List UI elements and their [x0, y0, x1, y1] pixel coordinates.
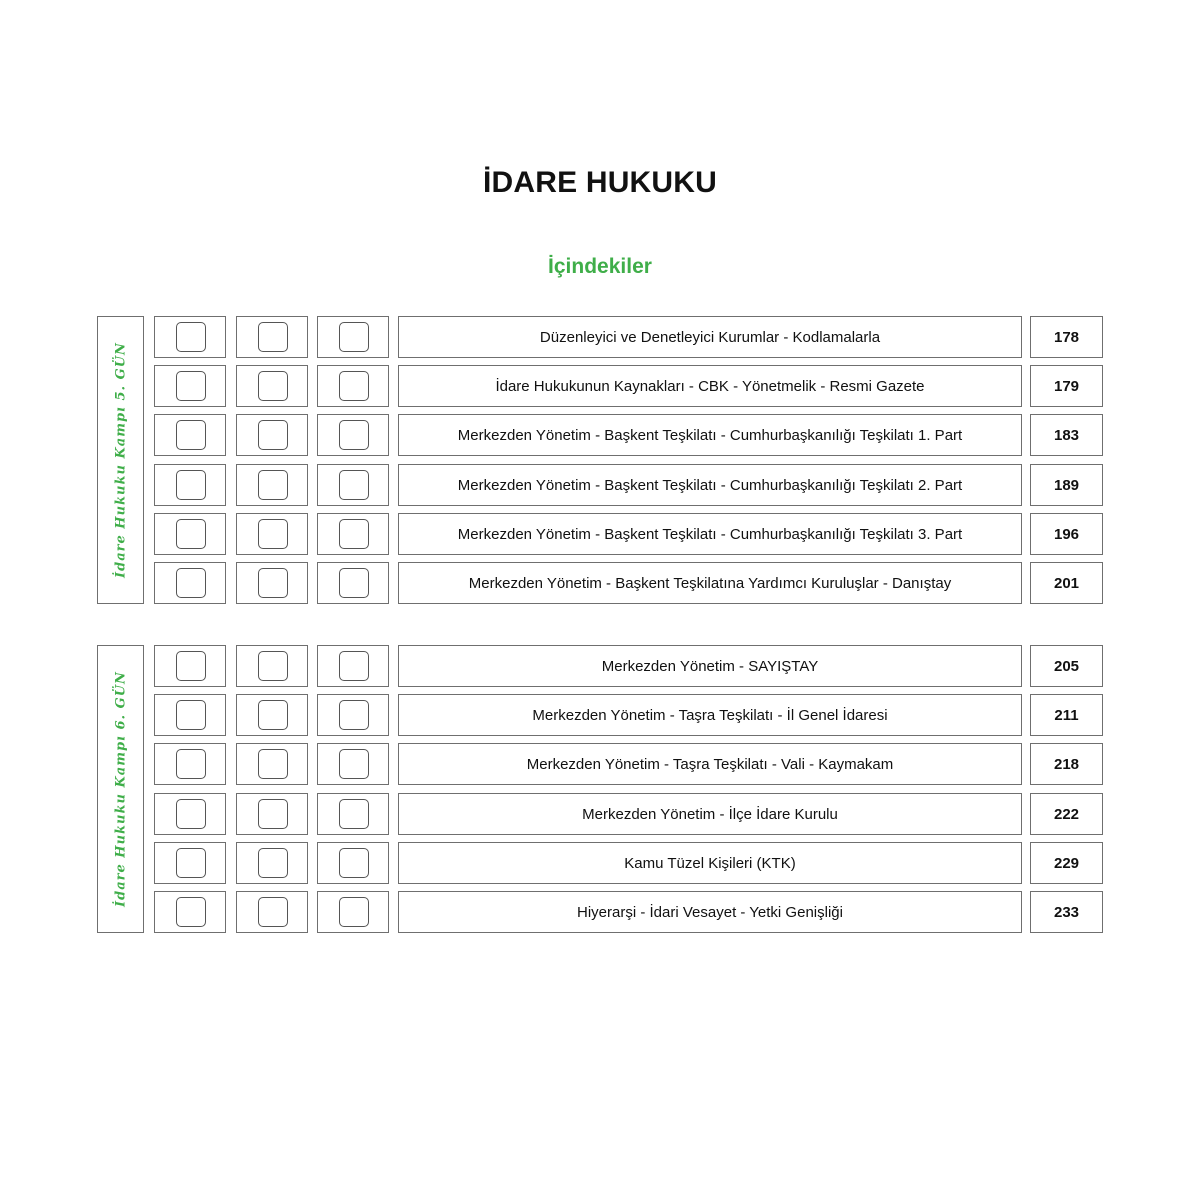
topic-title: Kamu Tüzel Kişileri (KTK): [398, 842, 1022, 884]
progress-checkbox-3[interactable]: [339, 568, 369, 598]
toc-row: [154, 645, 1103, 687]
progress-checkbox-1[interactable]: [176, 371, 206, 401]
check-cell: [236, 891, 308, 933]
check-cell: [317, 414, 389, 456]
toc-row: [154, 316, 1103, 358]
topic-title: Merkezden Yönetim - İlçe İdare Kurulu: [398, 793, 1022, 835]
progress-checkbox-1[interactable]: [176, 848, 206, 878]
progress-checkbox-3[interactable]: [339, 848, 369, 878]
progress-checkbox-2[interactable]: [258, 322, 288, 352]
topic-title: Merkezden Yönetim - Başkent Teşkilatı - Cumhurbaşkanılığı Teşkilatı 2. Part: [398, 464, 1022, 506]
progress-checkbox-1[interactable]: [176, 700, 206, 730]
check-cell: [154, 513, 226, 555]
check-cell: [317, 743, 389, 785]
topic-title: Merkezden Yönetim - SAYIŞTAY: [398, 645, 1022, 687]
progress-checkbox-2[interactable]: [258, 897, 288, 927]
check-cell: [236, 743, 308, 785]
toc-row: [154, 513, 1103, 555]
toc-row: [154, 562, 1103, 604]
toc-row: [154, 365, 1103, 407]
page-number: 222: [1030, 793, 1103, 835]
progress-checkbox-2[interactable]: [258, 371, 288, 401]
section-label-text: İdare Hukuku Kampı 6. GÜN: [113, 671, 128, 907]
page-number: 179: [1030, 365, 1103, 407]
check-cell: [154, 464, 226, 506]
page-number: 178: [1030, 316, 1103, 358]
progress-checkbox-3[interactable]: [339, 651, 369, 681]
check-cell: [154, 842, 226, 884]
check-cell: [317, 562, 389, 604]
check-cell: [236, 513, 308, 555]
check-cell: [154, 562, 226, 604]
toc-row: [154, 842, 1103, 884]
topic-title: Merkezden Yönetim - Taşra Teşkilatı - İl Genel İdaresi: [398, 694, 1022, 736]
topic-title: Düzenleyici ve Denetleyici Kurumlar - Kodlamalarla: [398, 316, 1022, 358]
check-cell: [317, 891, 389, 933]
check-cell: [154, 316, 226, 358]
check-cell: [317, 316, 389, 358]
progress-checkbox-1[interactable]: [176, 470, 206, 500]
check-cell: [154, 891, 226, 933]
check-cell: [317, 513, 389, 555]
page-number: 183: [1030, 414, 1103, 456]
check-cell: [154, 694, 226, 736]
progress-checkbox-2[interactable]: [258, 749, 288, 779]
progress-checkbox-1[interactable]: [176, 322, 206, 352]
progress-checkbox-2[interactable]: [258, 519, 288, 549]
toc-row: [154, 694, 1103, 736]
check-cell: [236, 316, 308, 358]
progress-checkbox-3[interactable]: [339, 371, 369, 401]
check-cell: [317, 464, 389, 506]
progress-checkbox-1[interactable]: [176, 799, 206, 829]
section-label-text: İdare Hukuku Kampı 5. GÜN: [113, 342, 128, 578]
progress-checkbox-3[interactable]: [339, 799, 369, 829]
topic-title: Hiyerarşi - İdari Vesayet - Yetki Genişliği: [398, 891, 1022, 933]
check-cell: [317, 645, 389, 687]
page-number: 205: [1030, 645, 1103, 687]
toc-heading: İçindekiler: [548, 255, 652, 278]
progress-checkbox-1[interactable]: [176, 420, 206, 450]
check-cell: [236, 562, 308, 604]
topic-title: Merkezden Yönetim - Başkent Teşkilatı - Cumhurbaşkanılığı Teşkilatı 1. Part: [398, 414, 1022, 456]
check-cell: [154, 365, 226, 407]
check-cell: [236, 694, 308, 736]
check-cell: [154, 414, 226, 456]
toc-row: [154, 793, 1103, 835]
page-title: İDARE HUKUKU: [482, 166, 718, 199]
progress-checkbox-2[interactable]: [258, 420, 288, 450]
page-number: 201: [1030, 562, 1103, 604]
section-side-label: [97, 645, 144, 933]
check-cell: [154, 743, 226, 785]
progress-checkbox-1[interactable]: [176, 651, 206, 681]
page-number: 229: [1030, 842, 1103, 884]
progress-checkbox-2[interactable]: [258, 470, 288, 500]
page-number: 233: [1030, 891, 1103, 933]
progress-checkbox-3[interactable]: [339, 519, 369, 549]
toc-row: [154, 891, 1103, 933]
topic-title: Merkezden Yönetim - Taşra Teşkilatı - Vali - Kaymakam: [398, 743, 1022, 785]
progress-checkbox-3[interactable]: [339, 749, 369, 779]
section-side-label: [97, 316, 144, 604]
progress-checkbox-3[interactable]: [339, 420, 369, 450]
page-number: 196: [1030, 513, 1103, 555]
progress-checkbox-2[interactable]: [258, 848, 288, 878]
progress-checkbox-1[interactable]: [176, 519, 206, 549]
check-cell: [317, 365, 389, 407]
check-cell: [236, 842, 308, 884]
check-cell: [154, 793, 226, 835]
progress-checkbox-2[interactable]: [258, 700, 288, 730]
check-cell: [236, 464, 308, 506]
toc-row: [154, 743, 1103, 785]
check-cell: [236, 365, 308, 407]
progress-checkbox-2[interactable]: [258, 568, 288, 598]
page-number: 211: [1030, 694, 1103, 736]
progress-checkbox-1[interactable]: [176, 897, 206, 927]
progress-checkbox-3[interactable]: [339, 322, 369, 352]
progress-checkbox-1[interactable]: [176, 568, 206, 598]
progress-checkbox-3[interactable]: [339, 700, 369, 730]
check-cell: [317, 842, 389, 884]
topic-title: Merkezden Yönetim - Başkent Teşkilatına Yardımcı Kuruluşlar - Danıştay: [398, 562, 1022, 604]
toc-row: [154, 414, 1103, 456]
progress-checkbox-1[interactable]: [176, 749, 206, 779]
page-number: 218: [1030, 743, 1103, 785]
progress-checkbox-3[interactable]: [339, 470, 369, 500]
check-cell: [236, 645, 308, 687]
progress-checkbox-2[interactable]: [258, 799, 288, 829]
topic-title: Merkezden Yönetim - Başkent Teşkilatı - Cumhurbaşkanılığı Teşkilatı 3. Part: [398, 513, 1022, 555]
check-cell: [236, 793, 308, 835]
progress-checkbox-2[interactable]: [258, 651, 288, 681]
check-cell: [317, 793, 389, 835]
toc-section-day-5: [97, 316, 1103, 606]
topic-title: İdare Hukukunun Kaynakları - CBK - Yönetmelik - Resmi Gazete: [398, 365, 1022, 407]
progress-checkbox-3[interactable]: [339, 897, 369, 927]
page-number: 189: [1030, 464, 1103, 506]
check-cell: [154, 645, 226, 687]
check-cell: [236, 414, 308, 456]
toc-row: [154, 464, 1103, 506]
toc-section-day-6: [97, 645, 1103, 935]
check-cell: [317, 694, 389, 736]
